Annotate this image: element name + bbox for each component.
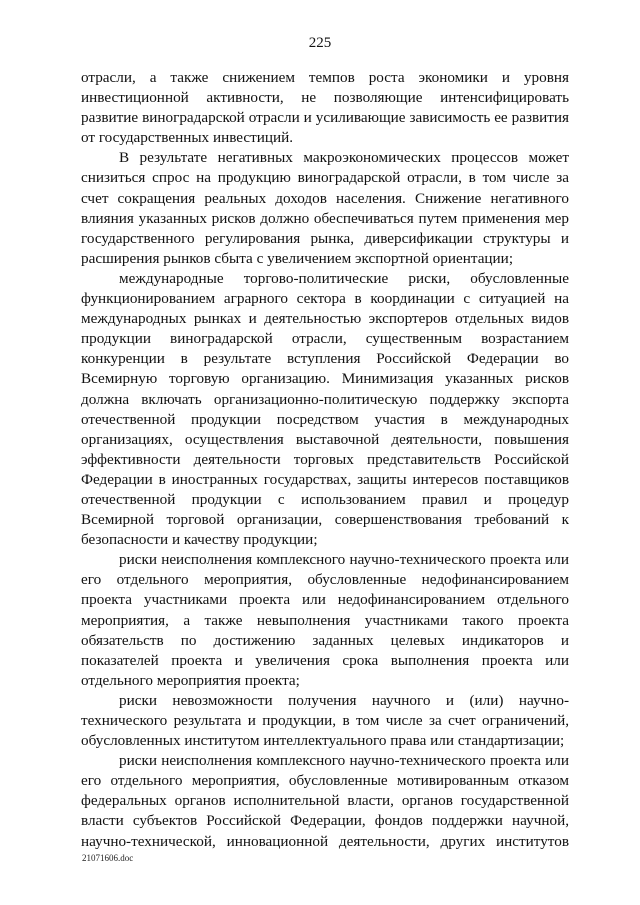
paragraph-3: международные торгово-политические риски, обусловленные функционированием аграрного сектора в координации с ситуацией на международных рынках и деятельностью экспортеров отдельных видов продукции виноградарской отрасли, существенным возрастанием конкуренции в результате вступления Российской Федерации во Всемирную торговую организацию. Минимизация указанных рисков должна включать организационно-политическую поддержку экспорта отечественной продукции посредством участия в международных организациях, осуществления выставочной деятельности, повышения эффективности деятельности торговых представительств Российской Федерации в иностранных государствах, защиты интересов поставщиков отечественной продукции с использованием правил и процедур Всемирной торговой организации, совершенствования требований к безопасности и качеству продукции; xyxy=(81,269,569,549)
paragraph-4: риски неисполнения комплексного научно-технического проекта или его отдельного мероприятия, обусловленные недофинансированием проекта участниками проекта или недофинансированием отдельного мероприятия, а также невыполнения участниками такого проекта обязательств по достижению заданных целевых индикаторов и показателей проекта и увеличения срока выполнения проекта или отдельного мероприятия проекта; xyxy=(81,551,569,689)
paragraph-5: риски невозможности получения научного и (или) научно-технического результата и продукции, в том числе за счет ограничений, обусловленных институтом интеллектуального права или стандартизации; xyxy=(81,691,569,750)
paragraph-2: В результате негативных макроэкономических процессов может снизиться спрос на продукцию виноградарской отрасли, в том числе за счет сокращения реальных доходов населения. Снижение негативного влияния указанных рисков должно обеспечиваться путем применения мер государственного регулирования рынка, диверсификации структуры и расширения рынков сбыта с увеличением экспортной ориентации; xyxy=(81,149,569,267)
paragraph-6: риски неисполнения комплексного научно-технического проекта или его отдельного мероприятия, обусловленные мотивированным отказом федеральных органов исполнительной власти, органов государственной власти субъектов Российской Федерации, фондов поддержки научной, научно-технической, инновационной деятельности, других институтов xyxy=(81,752,569,850)
document-file-id: 21071606.doc xyxy=(82,853,134,863)
body-text xyxy=(81,68,569,852)
page-number: 225 xyxy=(308,35,332,51)
paragraph-1: отрасли, а также снижением темпов роста экономики и уровня инвестиционной активности, не позволяющие интенсифицировать развитие виноградарской отрасли и усиливающие зависимость ее развития от государственных инвестиций. xyxy=(81,69,569,147)
